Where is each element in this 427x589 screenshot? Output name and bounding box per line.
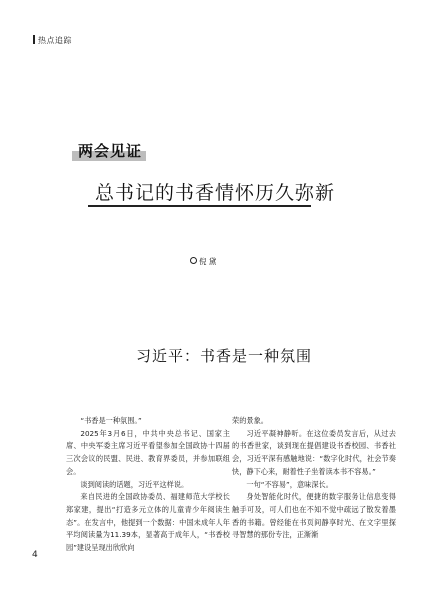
paragraph: 谈到阅读的话题，习近平这样说。	[80, 479, 189, 489]
title-underline	[88, 205, 311, 207]
article-title: 总书记的书香情怀历久弥新	[95, 182, 336, 204]
section-header	[33, 35, 72, 46]
paragraph: 2025年3月6日，中共中央总书记、国家主席、中央军委主席习近平看望参加全国政协十四届三次会议的民盟、民进、教育界委员，并参加联组会。	[66, 428, 230, 476]
section-subhead: 习近平：书香是一种氛围	[136, 347, 313, 365]
paragraph: 一句“不容易”，意味深长。	[246, 479, 333, 489]
paragraph: “书香是一种氛围。”	[80, 416, 142, 425]
page-number: 4	[32, 550, 38, 560]
byline-circle-icon	[190, 257, 197, 264]
paragraph: 身处智能化时代，便捷的数字服务让信息变得触手可及，可人们也在不知不觉中疏远了散发着墨香的书籍。曾经能在书页间静享时光、在文字里探寻智慧的那份专注，正渐渐	[232, 492, 396, 540]
byline	[190, 256, 216, 267]
kicker: 两会见证	[78, 142, 143, 160]
author-name: 倪 黛	[199, 257, 217, 266]
section-label: 热点追踪	[38, 36, 72, 45]
paragraph: 习近平凝神静听。在这位委员发言后，从过去的书香世家，谈到现在提倡建设书香校园、书香社会，习近平深有感触地说：“数字化时代，社会节奏快，静下心来，耐着性子坐着读本书不容易。”	[232, 428, 396, 476]
section-bar-icon	[33, 35, 35, 44]
body-column-right	[232, 415, 396, 542]
body-column-left	[66, 415, 230, 555]
paragraph: 来自民进的全国政协委员、福建师范大学校长郑家建，提出“打造多元立体的儿童青少年阅读生态”。在发言中，他提到一个数据：中国未成年人年平均阅读量为11.39本，显著高于成年人，“书香校园”建设呈现出欣欣向	[66, 492, 230, 553]
paragraph-continued: 荣的景象。	[232, 416, 268, 425]
